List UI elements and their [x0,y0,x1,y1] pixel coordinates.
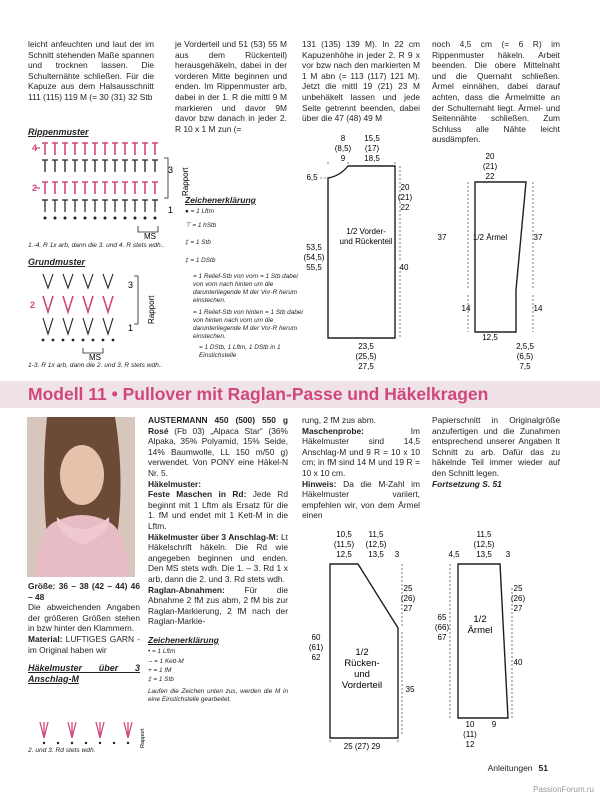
dim-label: 10,5 [336,530,352,539]
dim-label: (54,5) [303,253,325,262]
dim-label: 12,5 [482,333,498,342]
paragraph: noch 4,5 cm (= 6 R) im Rippenmuster häkeln. Arbeit beenden. Die obere Mittelnaht und die Quernaht schließen. Ärmel einnähen, dabei darauf achten, dass die Ärmelmitte an der Schulternaht liegt. Ärmel- und Seitennähte schließen. Zum Schluss alle Nähte leicht ausdämpfen. [432,39,560,145]
dim-label: 13,5 [368,550,384,559]
paragraph: Feste Maschen in Rd: Jede Rd beginnt mit 1 Lftm als Ersatz für die 1. fM und endet mit 1 Kett-M in die Lftm. [148,489,289,531]
continued-note: Fortsetzung S. 51 [432,478,502,489]
dim-label: (12,5) [365,540,387,549]
rapport-label: Rapport [140,728,146,748]
dim-label: 27,5 [358,362,374,371]
rippenmuster-caption: 1.-4. R 1x arb, dann die 3. und 4. R stets wdh.. [28,242,165,249]
paragraph: Maschenprobe: Im Häkelmuster sind 14,5 Anschlag-M und 9 R = 10 x 10 cm; in fM sind 14 M und 19 R = 10 x 10 cm. [302,425,420,478]
page-footer [488,763,548,773]
pattern-outline [458,564,508,718]
dim-label: 20 [400,183,410,192]
dim-label: 6,5 [306,173,318,182]
dim-label: 11,5 [368,530,384,539]
legend-1 [185,192,303,360]
row-number: 2 [30,300,36,310]
grundmuster-chart [28,268,178,362]
legend-item: ‡ = 1 Stb [148,676,174,684]
haekelmuster-caption: 2. und 3. Rd stets wdh. [28,747,96,754]
row-number: 3 [168,165,174,175]
stitch-row-2 [43,296,113,312]
dim-label: 53,5 [306,243,322,252]
ms-label: MS [144,232,156,241]
piece-label: und Rückenteil [339,237,393,246]
rapport-label: Rapport [147,295,156,324]
dim-label: 15,5 [364,134,380,143]
chain-row [44,217,157,220]
legend-item: ● = 1 Lftm [185,207,214,215]
paragraph: Hinweis: Da die M-Zahl im Häkelmuster variiert, empfehlen wir, von dem Ärmel einen [302,478,420,521]
dimension-lines [450,564,512,718]
dim-label: 20 [485,152,495,161]
piece-label: 1/2 [355,647,369,658]
row-number: 4 [32,143,38,153]
legend-item: ⊤ = 1 hStb [185,221,217,229]
schema-sleeve-bottom [430,528,555,753]
watermark: PassionForum.ru [533,785,594,794]
legend-2 [148,647,288,704]
dim-label: 7,5 [519,362,531,371]
dim-label: (21) [397,193,413,202]
stitch-row-3 [43,274,113,288]
legend-item: ⌢ = 1 Kett-M [148,657,184,665]
dim-label: 3 [394,550,400,559]
dim-label: 27 [403,604,413,613]
row-number: 2 [32,183,38,193]
bottom-text-col2 [148,415,288,704]
rippenmuster-title: Rippenmuster [28,127,89,137]
model-title: Modell 11 • Pullover mit Raglan-Passe und Häkelkragen [28,384,489,404]
model-photo [27,417,135,577]
chain-row [42,339,115,342]
dim-label: 11,5 [476,530,492,539]
top-text-col3 [302,39,420,124]
schema-front-back [300,132,430,377]
legend-item: ‡ = 1 DStb [185,257,216,265]
dim-label: 27 [513,604,523,613]
rapport-label: Rapport [181,167,190,196]
legend-title: Zeichenerklärung [185,195,256,205]
schema-body [300,528,425,753]
footer-label: Anleitungen [487,763,533,773]
dim-label: 18,5 [364,154,380,163]
pattern-outline [472,182,526,332]
legend-item: ‡ = 1 Stb [185,239,211,247]
chain-row [43,742,129,744]
dim-label: 3 [505,550,511,559]
dim-label: 9 [491,720,497,729]
dim-label: (11,5) [333,540,355,549]
dim-label: 35 [405,685,415,694]
paragraph: Raglan-Abnahmen: Für die Abnahme 2 fM zus abm, 2 fM bis zur Raglan-Markierung, 2 fM nach der Raglan-Markie- [148,584,288,627]
dim-label: (11) [463,730,477,739]
woman-photo-icon [27,417,135,577]
dim-label: (66) [434,623,450,632]
paragraph: Papierschnitt in Originalgröße anzufertigen und die Zunahmen entsprechend unserer Angaben lt Schnitt zu arb. Dafür das zu häkelnde Teil immer wieder auf den Schnitt legen. [432,415,560,478]
rapport-bracket [164,158,168,198]
piece-label: und [354,669,370,680]
legend-item: + = 1 fM [148,666,172,674]
paragraph: leicht anfeuchten und laut der im Schnitt stehenden Maße spannen und trocknen lassen. Die Schulternähte schließen. Für die Kapuze aus dem Halsausschnitt 111 (115) 119 M (= 30 (31) 32 Stb [28,39,154,102]
rapport-bracket [134,276,138,324]
yarn-block: AUSTERMANN 450 (500) 550 g Rosé (Fb 03) „Alpaca Star“ (36% Alpaka, 35% Polyamid, 15% Seide, 14% Baumwolle, LL 150 m/50 g) verwendet. Von PONY eine Häkel-N Nr. 5. [148,415,288,478]
paragraph: rung, 2 fM zus abm. [302,415,377,425]
material-block: Material: LUFTIGES GARN - im Original haben wir [28,633,140,655]
legend-note: Laufen die Zeichen unten zus, werden die M in eine Einstichstelle gearbeitet. [148,688,288,704]
page-number: 51 [538,763,548,773]
legend-item: = 1 Relief-Stb von hinten = 1 Stb dabei von hinten nach vorn um die darunterliegende M der Vor-R herum einstechen. [193,308,303,340]
piece-label: Rücken- [344,658,380,669]
dim-label: 22 [400,203,410,212]
dim-label: (6,5) [516,352,534,361]
legend-title: Zeichenerklärung [148,634,219,645]
dim-label: 37 [533,233,543,242]
piece-label: Vorderteil [341,680,383,691]
stitch-row-3 [42,160,158,172]
dim-label: 14 [533,304,543,313]
dim-label: 23,5 [358,342,374,351]
dim-label: 37 [437,233,447,242]
legend-item: = 1 DStb, 1 Lftm, 1 DStb in 1 Einstichstelle [199,344,281,360]
dim-label: 67 [437,633,447,642]
dim-label: (21) [482,162,498,171]
haekelmuster-title: Häkelmuster über 3 Anschlag-M [28,663,140,684]
legend-item: = 1 Relief-Stb von vorn = 1 Stb dabei von vorn nach hinten um die darunterliegende M der Vor-R herum einstechen. [193,273,298,304]
dim-label: 60 [311,633,321,642]
rippenmuster-chart [28,138,198,242]
dim-label: 55,5 [306,263,322,272]
dim-label: 13,5 [476,550,492,559]
paragraph: Häkelmuster über 3 Anschlag-M: Lt Häkelschrift häkeln. Die Rd wie angegeben beginnen und enden. Den MS stets wdh. Die 1. – 3. Rd 1 x arb, dann die 2. und 3. Rd stets wdh. [148,531,288,584]
paragraph: je Vorderteil und 51 (53) 55 M aus dem Rückenteil) herausgehäkeln, dabei in der vorderen Mitte beginnen und enden. Im Rippenmuster arb, dabei in der 1. R die mittl 9 M markieren und davor 9M davor bzw danach in jeder 2. R 10 x 1 M zun (= [175,39,287,134]
dim-label: 8 [340,134,346,143]
grundmuster-title: Grundmuster [28,257,86,267]
piece-label: 1/2 Ärmel [472,233,508,242]
dim-label: 25 [513,584,523,593]
bottom-text-col4 [432,415,560,489]
top-text-col2 [175,39,287,134]
legend-item: • = 1 Lftm [148,648,176,656]
dim-label: (61) [308,643,324,652]
dim-label: 12 [465,740,475,749]
size-note: Die abweichenden Angaben der größeren Größen stehen in bzw hinter den Klammern. [28,602,140,634]
top-text-col1 [28,39,154,103]
stitch-row-2 [42,182,158,194]
dim-label: 4,5 [448,550,460,559]
dim-label: 22 [485,172,495,181]
dim-label: (12,5) [473,540,495,549]
paragraph: 131 (135) 139 M). In 22 cm Kapuzenhöhe in jeder 2. R 9 x vor bzw nach den markierten M 1 M abn (= 113 (117) 121 M). Jetzt die mittl 19 (21) 23 M unbehäkelt lassen und jede Seite getrennt beenden, dabei über die 47 (48) 49 M [302,39,420,124]
piece-label: 1/2 [473,614,487,625]
dim-label: (17) [364,144,380,153]
dim-label: 9 [340,154,346,163]
stitch-fans [40,722,132,738]
dim-label: 10 [465,720,475,729]
row-number: 3 [128,280,134,290]
stitch-row-1 [42,200,158,212]
stitch-row-4 [42,143,158,155]
dim-label: (26) [510,594,526,603]
ms-label: MS [89,353,101,362]
dimension-lines [320,161,400,337]
dim-label: 40 [513,658,523,667]
dim-label: 25 (27) 29 [343,742,381,751]
top-text-col4 [432,39,560,145]
dim-label: 2,5,5 [516,342,534,351]
stitch-row-1 [43,318,113,334]
dim-label: 25 [403,584,413,593]
grundmuster-caption: 1-3. R 1x arb, dann die 2. und 3. R stets wdh.. [28,362,163,369]
bottom-text-col1 [28,581,140,686]
dim-label: 40 [399,263,409,272]
piece-label: Ärmel [467,625,493,636]
dim-label: (8,5) [334,144,352,153]
dim-label: 65 [437,613,447,622]
dim-label: 12,5 [336,550,352,559]
dim-label: (26) [400,594,416,603]
bottom-text-col3 [302,415,420,521]
row-number: 1 [128,323,134,333]
schema-sleeve-top [430,150,560,375]
dim-label: 14 [461,304,471,313]
section-heading: Häkelmuster: [148,478,202,489]
dim-label: 62 [311,653,321,662]
pattern-outline [328,166,395,338]
row-number: 1 [168,205,174,215]
dim-label: (25,5) [355,352,377,361]
size-block: Größe: 36 – 38 (42 – 44) 46 – 48 [28,581,140,602]
piece-label: 1/2 Vorder- [346,227,386,236]
